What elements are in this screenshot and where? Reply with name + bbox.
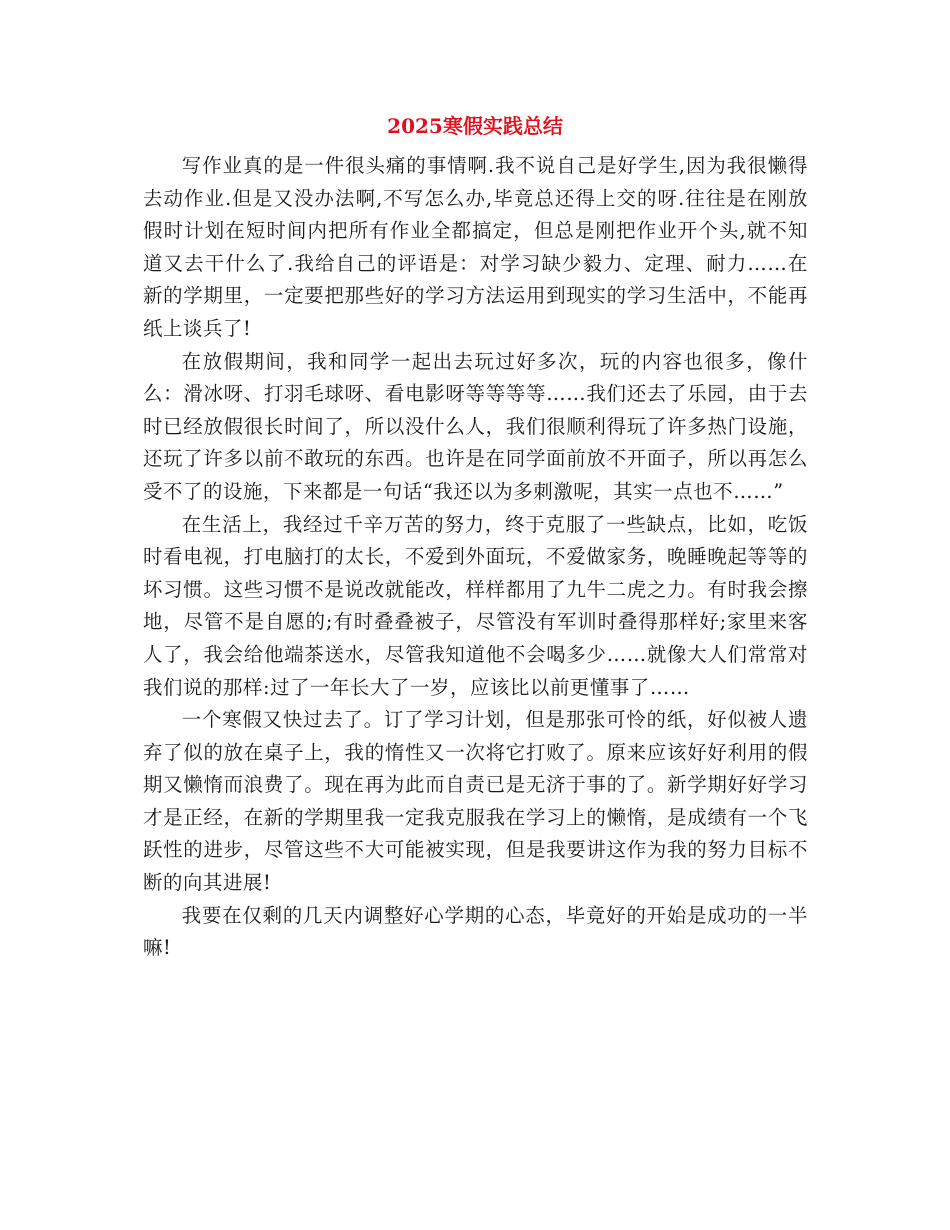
document-title: 2025寒假实践总结 [387,114,563,138]
body-paragraph: 在生活上，我经过千辛万苦的努力，终于克服了一些缺点，比如，吃饭时看电视，打电脑打的太长，不爱到外面玩，不爱做家务，晚睡晚起等等的坏习惯。这些习惯不是说改就能改，样样都用了九牛二虎之力。有时我会擦地，尽管不是自愿的;有时叠叠被子，尽管没有军训时叠得那样好;家里来客人了，我会给他端茶送水，尽管我知道他不会喝多少……就像大人们常常对我们说的那样:过了一年长大了一岁，应该比以前更懂事了…… [143,512,808,699]
document-body [143,150,808,965]
body-paragraph: 写作业真的是一件很头痛的事情啊.我不说自己是好学生,因为我很懒得去动作业.但是又没办法啊,不写怎么办,毕竟总还得上交的呀.往往是在刚放假时计划在短时间内把所有作业全都搞定，但总是刚把作业开个头,就不知道又去干什么了.我给自己的评语是：对学习缺少毅力、定理、耐力……在新的学期里，一定要把那些好的学习方法运用到现实的学习生活中，不能再纸上谈兵了! [143,154,808,340]
body-paragraph: 一个寒假又快过去了。订了学习计划，但是那张可怜的纸，好似被人遗弃了似的放在桌子上，我的惰性又一次将它打败了。原来应该好好利用的假期又懒惰而浪费了。现在再为此而自责已是无济于事的了。新学期好好学习才是正经，在新的学期里我一定我克服我在学习上的懒惰，是成绩有一个飞跃性的进步，尽管这些不大可能被实现，但是我要讲这作为我的努力目标不断的向其进展! [143,708,808,895]
body-paragraph: 在放假期间，我和同学一起出去玩过好多次，玩的内容也很多，像什么：滑冰呀、打羽毛球呀、看电影呀等等等等……我们还去了乐园，由于去时已经放假很长时间了，所以没什么人，我们很顺利得玩了许多热门设施，还玩了许多以前不敢玩的东西。也许是在同学面前放不开面子，所以再怎么受不了的设施，下来都是一句话“我还以为多刺激呢，其实一点也不……” [143,349,808,503]
body-paragraph: 我要在仅剩的几天内调整好心学期的心态，毕竟好的开始是成功的一半嘛! [143,903,808,960]
